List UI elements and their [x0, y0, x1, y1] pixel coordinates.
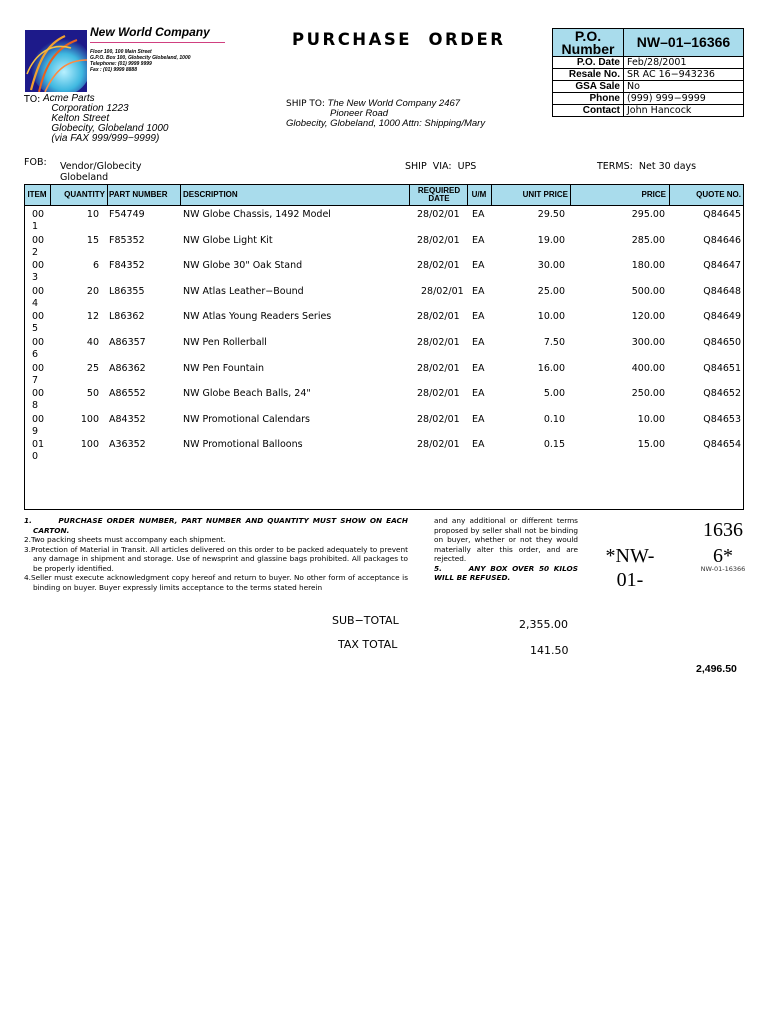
cell-um: EA — [472, 209, 485, 220]
cell-item: 003 — [32, 260, 45, 284]
document-title: PURCHASE ORDER — [292, 30, 506, 49]
cell-item: 006 — [32, 337, 45, 360]
cell-description: NW Globe Light Kit — [183, 234, 273, 246]
subtotal-value: 2,355.00 — [519, 618, 568, 631]
table-row — [24, 335, 744, 361]
cell-required-date: 28/02/01 — [421, 285, 464, 297]
col-quantity: QUANTITY — [64, 190, 105, 199]
barcode-text-left: *NW-01- — [605, 545, 655, 591]
note-2: 2.Two packing sheets must accompany each shipment. — [24, 535, 226, 544]
cell-required-date: 28/02/01 — [417, 209, 460, 220]
phone-value: (999) 999−9999 — [624, 93, 744, 105]
cell-item: 008 — [32, 388, 45, 412]
barcode-text-right: 16366* — [703, 519, 743, 567]
po-info-row — [553, 69, 744, 81]
ship-to-label: SHIP TO: — [286, 99, 325, 109]
cell-quantity: 15 — [86, 234, 99, 246]
column-divider — [107, 184, 108, 206]
cell-required-date: 28/02/01 — [417, 439, 460, 451]
note-1-number: 1. — [24, 516, 32, 525]
cell-price: 10.00 — [637, 413, 665, 425]
cell-quantity: 6 — [92, 260, 99, 272]
po-info-row — [553, 81, 744, 93]
cell-price: 180.00 — [631, 260, 665, 272]
cell-description: NW Atlas Young Readers Series — [183, 311, 332, 323]
cell-um: EA — [472, 388, 485, 400]
cell-quantity: 100 — [80, 439, 99, 451]
cell-item: 007 — [32, 362, 45, 386]
resale-label: Resale No. — [553, 69, 624, 81]
cell-quote-no: Q84646 — [703, 234, 741, 246]
col-um: U/M — [471, 190, 487, 199]
cell-required-date: 28/02/01 — [417, 362, 460, 374]
cell-part-number: A84352 — [109, 413, 146, 425]
cell-unit-price: 16.00 — [537, 362, 565, 374]
cell-unit-price: 29.50 — [537, 209, 565, 220]
company-address-line: G.P.O. Box 100, Globecity Globeland, 1000 — [90, 55, 191, 61]
cell-quote-no: Q84650 — [703, 337, 741, 348]
cell-description: NW Pen Fountain — [183, 362, 264, 374]
cell-description: NW Pen Rollerball — [183, 337, 267, 348]
cell-description: NW Globe Chassis, 1492 Model — [183, 209, 331, 220]
note-1-text: PURCHASE ORDER NUMBER, PART NUMBER AND QUANTITY MUST SHOW ON EACH CARTON. — [33, 516, 408, 535]
cell-price: 250.00 — [631, 388, 665, 400]
cell-quote-no: Q84654 — [703, 439, 741, 451]
tax-label: TAX TOTAL — [338, 638, 398, 651]
cell-required-date: 28/02/01 — [417, 337, 460, 348]
cell-required-date: 28/02/01 — [417, 413, 460, 425]
note-5 — [434, 564, 578, 583]
cell-price: 500.00 — [631, 285, 665, 297]
globe-logo-icon — [25, 30, 87, 92]
col-part-number: PART NUMBER — [109, 190, 168, 199]
table-row — [24, 386, 744, 412]
barcode-caption: NW-01-16366 — [700, 565, 746, 573]
company-address-line: Telephone: (01) 9999 9999 — [90, 61, 152, 67]
cell-part-number: A36352 — [109, 439, 146, 451]
grand-total-value: 2,496.50 — [696, 663, 737, 675]
note-1 — [24, 516, 408, 535]
company-address — [90, 49, 191, 73]
cell-part-number: F85352 — [109, 234, 145, 246]
cell-required-date: 28/02/01 — [417, 260, 460, 272]
po-number-value: NW–01–16366 — [624, 29, 744, 57]
po-date-label: P.O. Date — [553, 57, 624, 69]
cell-description: NW Promotional Balloons — [183, 439, 303, 451]
cell-price: 295.00 — [631, 209, 665, 220]
to-line: Globecity, Globeland 1000 — [43, 123, 169, 134]
table-row — [24, 437, 744, 463]
table-row — [24, 284, 744, 310]
table-row — [24, 258, 744, 284]
cell-price: 120.00 — [631, 311, 665, 323]
cell-um: EA — [472, 337, 485, 348]
cell-um: EA — [472, 234, 485, 246]
cell-quote-no: Q84648 — [703, 285, 741, 297]
cell-price: 285.00 — [631, 234, 665, 246]
cell-unit-price: 19.00 — [537, 234, 565, 246]
col-price: PRICE — [641, 190, 666, 199]
cell-part-number: L86355 — [109, 285, 145, 297]
column-divider — [180, 184, 181, 206]
cell-unit-price: 25.00 — [537, 285, 565, 297]
po-info-row — [553, 93, 744, 105]
cell-quantity: 12 — [86, 311, 99, 323]
cell-um: EA — [472, 285, 485, 297]
cell-item: 004 — [32, 285, 45, 309]
cell-description: NW Globe Beach Balls, 24" — [183, 388, 311, 400]
cell-required-date: 28/02/01 — [417, 234, 460, 246]
cell-um: EA — [472, 311, 485, 323]
company-address-line: Fax : (01) 9999 8888 — [90, 67, 137, 73]
cell-price: 15.00 — [637, 439, 665, 451]
col-required-date: REQUIRED DATE — [417, 186, 461, 203]
po-info-row — [553, 57, 744, 69]
cell-unit-price: 10.00 — [537, 311, 565, 323]
cell-price: 400.00 — [631, 362, 665, 374]
table-row — [24, 361, 744, 387]
cell-um: EA — [472, 362, 485, 374]
column-divider — [669, 184, 670, 206]
cell-part-number: A86357 — [109, 337, 146, 348]
gsa-label: GSA Sale — [553, 81, 624, 93]
note-5-text: ANY BOX OVER 50 KILOS WILL BE REFUSED. — [434, 563, 578, 582]
terms-notes — [24, 516, 408, 592]
note-5-number: 5. — [434, 563, 442, 573]
cell-price: 300.00 — [631, 337, 665, 348]
cell-unit-price: 5.00 — [543, 388, 565, 400]
contact-value: John Hancock — [624, 105, 744, 117]
contact-label: Contact — [553, 105, 624, 117]
cell-quantity: 20 — [86, 285, 99, 297]
cell-quote-no: Q84653 — [703, 413, 741, 425]
cell-part-number: L86362 — [109, 311, 145, 323]
cell-description: NW Promotional Calendars — [183, 413, 311, 425]
cell-item: 010 — [32, 439, 45, 463]
to-address — [43, 94, 168, 144]
cell-part-number: F84352 — [109, 260, 145, 272]
company-address-line: Floor 100, 100 Main Street — [90, 49, 152, 55]
gsa-value: No — [624, 81, 744, 93]
note-4: 4.Seller must execute acknowledgment copy hereof and return to buyer. No other form of acceptance is binding on buyer. Buyer expressly limits acceptance to the terms stated herein — [24, 573, 408, 592]
cell-item: 002 — [32, 234, 45, 258]
cell-part-number: F54749 — [109, 209, 145, 220]
terms-notes-continued — [434, 516, 578, 583]
po-number-label: P.O. Number — [553, 29, 624, 57]
fob-value: Vendor/Globecity Globeland — [60, 161, 142, 183]
col-unit-price: UNIT PRICE — [522, 190, 568, 199]
cell-unit-price: 7.50 — [543, 337, 565, 348]
cell-quantity: 40 — [86, 337, 99, 348]
company-name: New World Company — [90, 25, 210, 39]
cell-required-date: 28/02/01 — [417, 388, 460, 400]
cell-quantity: 25 — [86, 362, 99, 374]
company-logo — [25, 30, 87, 92]
po-info-table — [552, 28, 744, 117]
table-row — [24, 412, 744, 438]
cell-unit-price: 0.10 — [543, 413, 565, 425]
subtotal-label: SUB−TOTAL — [332, 614, 399, 627]
cell-quote-no: Q84645 — [703, 209, 741, 220]
cell-description: NW Globe 30" Oak Stand — [183, 260, 303, 272]
cell-required-date: 28/02/01 — [417, 311, 460, 323]
cell-quantity: 50 — [86, 388, 99, 400]
ship-via: SHIP VIA: UPS — [405, 161, 477, 172]
cell-quantity: 10 — [86, 209, 99, 220]
col-quote-no: QUOTE NO. — [696, 190, 741, 199]
table-row — [24, 207, 744, 233]
column-divider — [409, 184, 410, 206]
table-row — [24, 309, 744, 335]
ship-to-line1: The New World Company 2467 — [327, 98, 461, 109]
cell-quote-no: Q84647 — [703, 260, 741, 272]
col-description: DESCRIPTION — [183, 190, 238, 199]
to-line: Corporation 1223 — [43, 103, 129, 114]
cell-um: EA — [472, 439, 485, 451]
to-line: (via FAX 999/999−9999) — [43, 133, 160, 144]
to-line: Kelton Street — [43, 113, 110, 124]
po-number-row — [553, 29, 744, 57]
to-label: TO: — [24, 94, 41, 105]
to-line: Acme Parts — [43, 93, 95, 104]
fob-label: FOB: — [24, 157, 47, 168]
cell-um: EA — [472, 413, 485, 425]
cell-part-number: A86362 — [109, 362, 146, 374]
cell-quote-no: Q84651 — [703, 362, 741, 374]
company-rule — [90, 42, 225, 43]
resale-value: SR AC 16−943236 — [624, 69, 744, 81]
cell-description: NW Atlas Leather−Bound — [183, 285, 304, 297]
cell-item: 009 — [32, 413, 45, 437]
cell-part-number: A86552 — [109, 388, 146, 400]
cell-quote-no: Q84649 — [703, 311, 741, 323]
ship-to-line3: Globecity, Globeland, 1000 Attn: Shipping/Mary — [286, 118, 486, 129]
col-item: ITEM — [27, 190, 47, 199]
po-info-row — [553, 105, 744, 117]
note-4-continued: and any additional or different terms proposed by seller shall not be binding on buyer, whether or not they would materially alter this order, and are rejected. — [434, 516, 578, 563]
ship-to-line2: Pioneer Road — [330, 108, 389, 119]
phone-label: Phone — [553, 93, 624, 105]
po-date-value: Feb/28/2001 — [624, 57, 744, 69]
tax-value: 141.50 — [530, 644, 569, 657]
payment-terms: TERMS: Net 30 days — [597, 161, 697, 172]
cell-unit-price: 0.15 — [543, 439, 565, 451]
cell-um: EA — [472, 260, 485, 272]
cell-item: 001 — [32, 209, 45, 232]
cell-quote-no: Q84652 — [703, 388, 741, 400]
cell-quantity: 100 — [80, 413, 99, 425]
note-3: 3.Protection of Material in Transit. All articles delivered on this order to be packed adequately to prevent any damage in shipment and storage. Use of newsprint and glassine bags prohibited. All packages to be properly identified. — [24, 544, 408, 573]
table-row — [24, 233, 744, 259]
cell-unit-price: 30.00 — [537, 260, 565, 272]
cell-item: 005 — [32, 311, 45, 335]
